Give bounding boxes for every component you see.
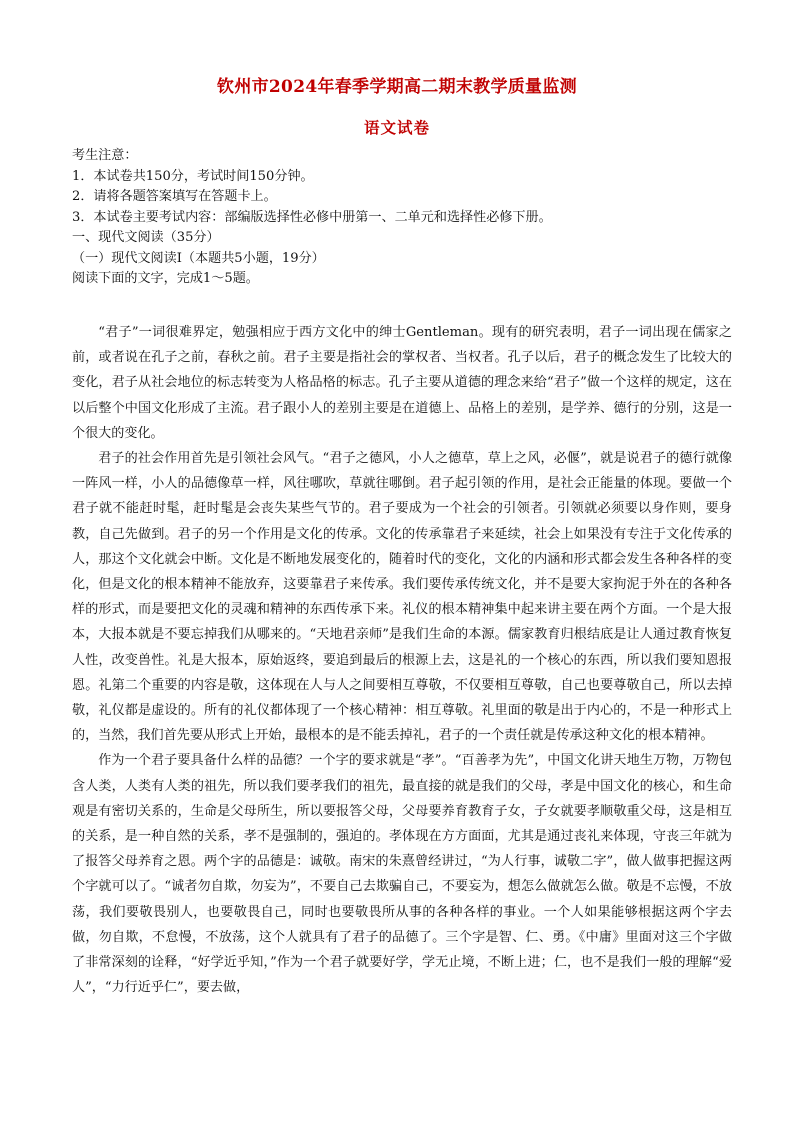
document-subtitle: 语文试卷 xyxy=(363,118,430,137)
document-title: 钦州市2024年春季学期高二期末教学质量监测 xyxy=(217,77,577,97)
section-subheading: （一）现代文阅读Ⅰ（本题共5小题，19分） xyxy=(72,250,325,266)
notice-item-2: 2．请将各题答案填写在答题卡上。 xyxy=(72,189,277,204)
header-block xyxy=(72,146,724,290)
passage-paragraph-2: 君子的社会作用首先是引领社会风气。“君子之德风，小人之德草，草上之风，必偃”，就是说君子的德行就像一阵风一样，小人的品德像草一样，风往哪吹，草就往哪倒。君子起引领的作用，是社会正能量的体现。要做一个君子就不能赶时髦，赶时髦是会丧失某些气节的。君子要成为一个社会的引领者。引领就必须要以身作则，要身教，自己先做到。君子的另一个作用是文化的传承。文化的传承靠君子来延续，社会上如果没有专注于文化传承的人，那这个文化就会中断。文化是不断地发展变化的，随着时代的变化，文化的内涵和形式都会发生各种各样的变化，但是文化的根本精神不能放弃，这要靠君子来传承。我们要传承传统文化，并不是要大家拘泥于外在的各种各样的形式，而是要把文化的灵魂和精神的东西传承下来。礼仪的根本精神集中起来讲主要在两个方面。一个是大报本，大报本就是不要忘掉我们从哪来的。“天地君亲师”是我们生命的本源。儒家教育归根结底是让人通过教育恢复人性，改变兽性。礼是大报本，原始返终，要追到最后的根源上去，这是礼的一个核心的东西，所以我们要知恩报恩。礼第二个重要的内容是敬，这体现在人与人之间要相互尊敬，不仅要相互尊敬，自己也要尊敬自己，所以去掉敬，礼仪都是虚设的。所有的礼仪都体现了一个核心精神：相互尊敬。礼里面的敬是出于内心的，不是一种形式上的，当然，我们首先要从形式上开始，最根本的是不能丢掉礼，君子的一个责任就是传承这种文化的根本精神。 xyxy=(72,451,732,744)
reading-passage xyxy=(72,320,732,1000)
notice-item-3: 3．本试卷主要考试内容：部编版选择性必修中册第一、二单元和选择性必修下册。 xyxy=(72,209,552,225)
notice-heading: 考生注意： xyxy=(72,148,138,163)
section-heading: 一、现代文阅读（35分） xyxy=(72,230,220,245)
notice-item-1: 1．本试卷共150分，考试时间150分钟。 xyxy=(72,168,314,184)
passage-paragraph-3: 作为一个君子要具备什么样的品德？一个字的要求就是“孝”。“百善孝为先”，中国文化讲天地生万物，万物包含人类，人类有人类的祖先，所以我们要孝我们的祖先，最直接的就是我们的父母，孝是中国文化的核心，和生命观是有密切关系的，生命是父母所生，所以要报答父母，父母要养育教育子女，子女就要孝顺敬重父母，这是相互的关系，是一种自然的关系，孝不是强制的，强迫的。孝体现在方方面面，尤其是通过丧礼来体现，守丧三年就为了报答父母养育之恩。两个字的品德是：诚敬。南宋的朱熹曾经讲过，“为人行事，诚敬二字”，做人做事把握这两个字就可以了。“诚者勿自欺，勿妄为”，不要自己去欺骗自己，不要妄为，想怎么做就怎么做。敬是不忘慢，不放荡，我们要敬畏别人，也要敬畏自己，同时也要敬畏所从事的各种各样的事业。一个人如果能够根据这两个字去做，勿自欺，不怠慢，不放荡，这个人就具有了君子的品德了。三个字是智、仁、勇。《中庸》里面对这三个字做了非常深刻的诠释，“好学近乎知，”作为一个君子就要好学，学无止境，不断上进；仁，也不是我们一般的理解“爱人”，“力行近乎仁”，要去做， xyxy=(72,753,732,996)
section-instruction: 阅读下面的文字，完成1～5题。 xyxy=(72,271,259,286)
passage-paragraph-1: “君子”一词很难界定，勉强相应于西方文化中的绅士Gentleman。现有的研究表明，君子一词出现在儒家之前，或者说在孔子之前，春秋之前。君子主要是指社会的掌权者、当权者。孔子以后，君子的概念发生了比较大的变化，君子从社会地位的标志转变为人格品格的标志。孔子主要从道德的理念来给“君子”做一个这样的规定，这在以后整个中国文化形成了主流。君子跟小人的差别主要是在道德上、品格上的差别，是学养、德行的分别，这是一个很大的变化。 xyxy=(72,325,732,441)
